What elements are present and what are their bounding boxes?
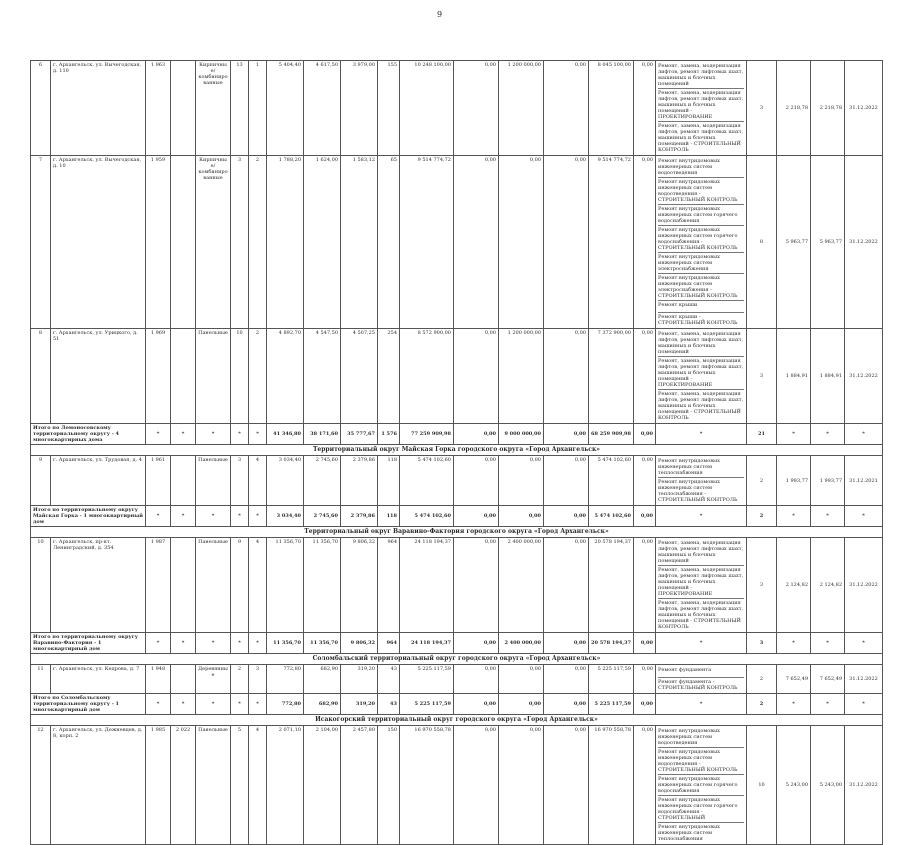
floors: 9 [231,538,249,633]
row-number: 7 [31,156,51,329]
cost-fund-5: 0,00 [634,506,656,527]
subtotal-row [31,633,883,654]
deadline: 31.12.2022 [845,665,883,694]
repair-program-table [30,60,883,845]
residents-count: 118 [378,506,400,527]
placeholder-cell: * [196,424,231,445]
deadline: 31.12.2022 [845,726,883,845]
area-residential-private: 4 507,25 [341,329,378,424]
subtotal-label: Итого по Соломбальскому территориальному округу - 1 многоквартирный дом [31,694,146,715]
works-placeholder: * [656,424,747,445]
subtotal-row [31,424,883,445]
district-title: Территориальный округ Варавино-Фактория городского округа «Город Архангельск» [31,527,883,538]
area-residential-private: 319,20 [341,694,378,715]
cost-fund-2: 2 400 000,00 [499,633,544,654]
works-count: 3 [747,61,777,156]
area-residential: 2 745,60 [304,456,341,506]
placeholder-cell: * [171,694,196,715]
cost-fund-5: 0,00 [634,538,656,633]
work-item: Ремонт фундамента - СТРОИТЕЛЬНЫЙ КОНТРОЛЬ [658,679,738,691]
wall-material: Деревянные [196,665,231,694]
max-cost: * [811,506,845,527]
max-cost: 5 963,77 [811,156,845,329]
area-residential: 11 356,70 [304,633,341,654]
work-item: Ремонт, замена, модернизация лифтов, ремонт лифтовых шахт, машинных и блочных помещений - ПРОЕКТИРОВАНИЕ [658,358,744,388]
area-residential: 2 745,60 [304,506,341,527]
cost-fund-5: 0,00 [634,156,656,329]
placeholder-cell: * [231,633,249,654]
cost-fund-2: 9 000 000,00 [499,424,544,445]
works-list [656,329,747,424]
floors: 3 [231,456,249,506]
subtotal-label: Итого по территориальному округу Майская Горка - 1 многоквартирный дом [31,506,146,527]
placeholder-cell: * [196,633,231,654]
cost-fund-3: 0,00 [544,726,589,845]
cost-fund-4: 20 578 194,37 [589,538,634,633]
year-built: 1 963 [146,61,171,156]
area-residential: 682,90 [304,694,341,715]
placeholder-cell: * [171,633,196,654]
page-number: 9 [437,10,443,19]
address: г. Архангельск, ул. Трудовая, д. 4 [51,456,146,506]
year-overhaul [171,329,196,424]
area-total: 2 071,10 [267,726,304,845]
deadline: * [845,506,883,527]
year-built: 1 948 [146,665,171,694]
cost-fund-3: 0,00 [544,424,589,445]
cost-fund-3: 0,00 [544,456,589,506]
cost-fund-1: 0,00 [454,538,499,633]
object-row [31,156,883,329]
floors: 13 [231,61,249,156]
area-total: 11 356,70 [267,633,304,654]
max-cost: * [811,633,845,654]
work-item: Ремонт внутридомовых инженерных систем горячего водоснабжения [658,205,744,226]
wall-material: Панельные [196,726,231,845]
area-total: 4 892,70 [267,329,304,424]
placeholder-cell: * [196,694,231,715]
cost-fund-3: 0,00 [544,506,589,527]
max-cost: 1 993,77 [811,456,845,506]
work-item: Ремонт крыши [658,301,744,313]
work-item: Ремонт, замена, модернизация лифтов, ремонт лифтовых шахт, машинных и блочных помещений [658,540,744,564]
deadline: * [845,424,883,445]
cost-total: 5 474 102,60 [400,456,454,506]
works-count: 2 [747,456,777,506]
year-built: 1 985 [146,726,171,845]
max-cost: 1 884,91 [811,329,845,424]
address: г. Архангельск, ул. Дежневцев, д. 8, корп. 2 [51,726,146,845]
cost-total: 24 118 194,37 [400,633,454,654]
district-header-row [31,445,883,456]
cost-total: 8 572 900,00 [400,329,454,424]
cost-fund-2: 1 200 000,00 [499,61,544,156]
deadline: 31.12.2022 [845,156,883,329]
placeholder-cell: * [146,694,171,715]
area-total: 1 788,20 [267,156,304,329]
unit-cost: * [777,424,811,445]
cost-total: 5 225 117,59 [400,694,454,715]
works-count: 2 [747,665,777,694]
cost-fund-4: 20 578 194,37 [589,633,634,654]
cost-fund-3: 0,00 [544,61,589,156]
area-total: 11 356,70 [267,538,304,633]
residents-count: 65 [378,156,400,329]
works-count: 3 [747,633,777,654]
work-item: Ремонт внутридомовых инженерных систем горячего водоснабжения - СТРОИТЕЛЬНЫЙ [658,796,744,823]
cost-fund-4: 8 045 100,00 [589,61,634,156]
object-row [31,538,883,633]
row-number: 6 [31,61,51,156]
work-item: Ремонт крыши - СТРОИТЕЛЬНЫЙ КОНТРОЛЬ [658,314,738,326]
cost-fund-4: 5 474 102,60 [589,506,634,527]
work-item: Ремонт внутридомовых инженерных систем электроснабжения - СТРОИТЕЛЬНЫЙ КОНТРОЛЬ [658,274,744,301]
works-count: 21 [747,424,777,445]
cost-fund-2: 0,00 [499,506,544,527]
work-item: Ремонт, замена, модернизация лифтов, ремонт лифтовых шахт, машинных и блочных помещений [658,63,744,87]
cost-fund-1: 0,00 [454,665,499,694]
cost-fund-5: 0,00 [634,329,656,424]
wall-material: Кирпичные/ комбинированные [196,61,231,156]
work-item: Ремонт внутридомовых инженерных систем электроснабжения [658,253,744,274]
max-cost: * [811,424,845,445]
cost-fund-4: 68 259 909,98 [589,424,634,445]
residents-count: 43 [378,665,400,694]
residents-count: 964 [378,538,400,633]
object-row [31,726,883,845]
unit-cost: * [777,633,811,654]
cost-fund-2: 0,00 [499,156,544,329]
cost-total: 16 970 558,78 [400,726,454,845]
entrances: 3 [249,665,267,694]
table-body [31,61,883,845]
cost-fund-5: 0,00 [634,726,656,845]
year-built: 1 959 [146,156,171,329]
address: г. Архангельск, пр-кт. Ленинградский, д. 354 [51,538,146,633]
cost-fund-1: 0,00 [454,424,499,445]
placeholder-cell: * [171,506,196,527]
floors: 5 [231,726,249,845]
work-item: Ремонт внутридомовых инженерных систем водоотведения - СТРОИТЕЛЬНЫЙ КОНТРОЛЬ [658,748,744,775]
work-item: Ремонт внутридомовых инженерных систем теплоснабжения - СТРОИТЕЛЬНЫЙ КОНТРОЛЬ [658,479,738,503]
works-list [656,61,747,156]
cost-fund-3: 0,00 [544,538,589,633]
residents-count: 254 [378,329,400,424]
work-item: Ремонт внутридомовых инженерных систем горячего водоснабжения - СТРОИТЕЛЬНЫЙ КОНТРОЛЬ [658,226,744,253]
placeholder-cell: * [146,424,171,445]
address: г. Архангельск, ул. Урицкого, д. 51 [51,329,146,424]
placeholder-cell: * [249,633,267,654]
district-header-row [31,527,883,538]
cost-fund-1: 0,00 [454,694,499,715]
area-total: 3 034,40 [267,506,304,527]
deadline: * [845,694,883,715]
work-item: Ремонт внутридомовых инженерных систем теплоснабжения [658,457,744,478]
max-cost: 5 243,00 [811,726,845,845]
floors: 3 [231,156,249,329]
placeholder-cell: * [249,424,267,445]
area-residential-private: 35 777,67 [341,424,378,445]
residents-count: 155 [378,61,400,156]
subtotal-label: Итого по территориальному округу Варавино-Фактория - 1 многоквартирный дом [31,633,146,654]
works-count: 3 [747,538,777,633]
work-item: Ремонт, замена, модернизация лифтов, ремонт лифтовых шахт, машинных и блочных помещений [658,331,744,355]
work-item: Ремонт, замена, модернизация лифтов, ремонт лифтовых шахт, машинных и блочных помещений - ПРОЕКТИРОВАНИЕ [658,567,744,597]
row-number: 11 [31,665,51,694]
cost-fund-5: 0,00 [634,694,656,715]
year-built: 1 987 [146,538,171,633]
area-residential: 4 617,50 [304,61,341,156]
works-count: 8 [747,156,777,329]
cost-fund-2: 0,00 [499,456,544,506]
placeholder-cell: * [196,506,231,527]
unit-cost: 5 963,77 [777,156,811,329]
unit-cost: * [777,506,811,527]
cost-fund-1: 0,00 [454,156,499,329]
entrances: 1 [249,61,267,156]
district-header-row [31,654,883,665]
wall-material: Панельные [196,456,231,506]
works-placeholder: * [656,506,747,527]
address: г. Архангельск, ул. Вычегодская, д. 10 [51,156,146,329]
works-list [656,156,747,329]
year-built: 1 961 [146,456,171,506]
cost-fund-4: 5 225 117,59 [589,665,634,694]
cost-total: 77 259 909,98 [400,424,454,445]
cost-fund-1: 0,00 [454,726,499,845]
work-item: Ремонт фундамента [658,666,744,678]
work-item: Ремонт, замена, модернизация лифтов, ремонт лифтовых шахт, машинных и блочных помещений - СТРОИТЕЛЬНЫЙ КОНТРОЛЬ [658,391,744,421]
area-total: 772,80 [267,665,304,694]
cost-total: 10 248 100,00 [400,61,454,156]
subtotal-row [31,506,883,527]
cost-fund-3: 0,00 [544,156,589,329]
object-row [31,329,883,424]
placeholder-cell: * [231,694,249,715]
unit-cost: 5 243,00 [777,726,811,845]
cost-fund-4: 5 474 102,60 [589,456,634,506]
placeholder-cell: * [146,506,171,527]
area-residential-private: 2 379,86 [341,456,378,506]
max-cost: 2 124,82 [811,538,845,633]
work-item: Ремонт, замена, модернизация лифтов, ремонт лифтовых шахт, машинных и блочных помещений - ПРОЕКТИРОВАНИЕ [658,90,744,120]
cost-fund-1: 0,00 [454,61,499,156]
address: г. Архангельск, ул. Вычегодская, д. 110 [51,61,146,156]
deadline: 31.12.2022 [845,61,883,156]
area-residential-private: 1 583,12 [341,156,378,329]
entrances: 4 [249,456,267,506]
max-cost: 2 218,78 [811,61,845,156]
max-cost: 7 652,49 [811,665,845,694]
cost-fund-5: 0,00 [634,61,656,156]
cost-fund-5: 0,00 [634,633,656,654]
placeholder-cell: * [249,694,267,715]
deadline: * [845,633,883,654]
cost-fund-3: 0,00 [544,694,589,715]
cost-fund-2: 2 400 000,00 [499,538,544,633]
cost-fund-2: 0,00 [499,665,544,694]
cost-fund-4: 5 225 117,59 [589,694,634,715]
address: г. Архангельск, ул. Кедрова, д. 7 [51,665,146,694]
work-item: Ремонт внутридомовых инженерных систем водоотведения [658,727,744,748]
cost-fund-4: 7 372 900,00 [589,329,634,424]
year-overhaul [171,538,196,633]
area-residential: 38 171,60 [304,424,341,445]
works-list [656,726,747,845]
placeholder-cell: * [146,633,171,654]
work-item: Ремонт внутридомовых инженерных систем теплоснабжения [658,824,720,842]
area-residential-private: 319,20 [341,665,378,694]
work-item: Ремонт внутридомовых инженерных систем водоотведения [658,157,744,178]
cost-fund-3: 0,00 [544,665,589,694]
unit-cost: 2 218,78 [777,61,811,156]
placeholder-cell: * [231,506,249,527]
cost-fund-5: 0,00 [634,665,656,694]
placeholder-cell: * [231,424,249,445]
cost-fund-3: 0,00 [544,633,589,654]
cost-fund-1: 0,00 [454,329,499,424]
area-residential: 4 547,50 [304,329,341,424]
deadline: 31.12.2021 [845,456,883,506]
works-placeholder: * [656,694,747,715]
work-item: Ремонт внутридомовых инженерных систем водоотведения - СТРОИТЕЛЬНЫЙ КОНТРОЛЬ [658,178,744,205]
cost-fund-2: 1 200 000,00 [499,329,544,424]
row-number: 8 [31,329,51,424]
cost-fund-4: 16 970 558,78 [589,726,634,845]
work-item: Ремонт, замена, модернизация лифтов, ремонт лифтовых шахт, машинных и блочных помещений - СТРОИТЕЛЬНЫЙ КОНТРОЛЬ [658,600,744,630]
area-residential-private: 2 379,86 [341,506,378,527]
area-residential-private: 3 979,00 [341,61,378,156]
area-residential-private: 2 457,80 [341,726,378,845]
object-row [31,665,883,694]
works-list [656,665,747,694]
residents-count: 118 [378,456,400,506]
placeholder-cell: * [249,506,267,527]
unit-cost: 7 652,49 [777,665,811,694]
area-total: 41 346,80 [267,424,304,445]
cost-fund-2: 0,00 [499,694,544,715]
cost-fund-4: 9 514 774,72 [589,156,634,329]
placeholder-cell: * [171,424,196,445]
works-count: 3 [747,329,777,424]
area-residential: 1 624,00 [304,156,341,329]
unit-cost: 2 124,82 [777,538,811,633]
district-title: Исакогорский территориальный округ городского округа «Город Архангельск» [31,715,883,726]
year-overhaul [171,156,196,329]
row-number: 9 [31,456,51,506]
area-total: 772,80 [267,694,304,715]
year-overhaul [171,456,196,506]
cost-total: 9 514 774,72 [400,156,454,329]
work-item: Ремонт, замена, модернизация лифтов, ремонт лифтовых шахт, машинных и блочных помещений - СТРОИТЕЛЬНЫЙ КОНТРОЛЬ [658,123,744,153]
district-header-row [31,715,883,726]
residents-count: 964 [378,633,400,654]
residents-count: 150 [378,726,400,845]
entrances: 4 [249,538,267,633]
works-count: 2 [747,506,777,527]
area-residential: 682,90 [304,665,341,694]
deadline: 31.12.2022 [845,329,883,424]
cost-fund-5: 0,00 [634,456,656,506]
year-built: 1 969 [146,329,171,424]
unit-cost: * [777,694,811,715]
wall-material: Панельные [196,329,231,424]
works-count: 10 [747,726,777,845]
cost-fund-3: 0,00 [544,329,589,424]
max-cost: * [811,694,845,715]
year-overhaul [171,61,196,156]
cost-fund-5: 0,00 [634,424,656,445]
cost-total: 5 474 102,60 [400,506,454,527]
subtotal-row [31,694,883,715]
works-count: 2 [747,694,777,715]
year-overhaul [171,665,196,694]
entrances: 2 [249,156,267,329]
cost-fund-2: 0,00 [499,726,544,845]
district-title: Соломбальский территориальный округ городского округа «Город Архангельск» [31,654,883,665]
residents-count: 1 576 [378,424,400,445]
entrances: 2 [249,329,267,424]
area-residential-private: 9 806,32 [341,633,378,654]
cost-total: 24 118 194,37 [400,538,454,633]
floors: 10 [231,329,249,424]
object-row [31,456,883,506]
wall-material: Кирпичные/ комбинированные [196,156,231,329]
deadline: 31.12.2022 [845,538,883,633]
works-list [656,538,747,633]
works-placeholder: * [656,633,747,654]
year-overhaul: 2 022 [171,726,196,845]
work-item: Ремонт внутридомовых инженерных систем горячего водоснабжения [658,775,744,796]
cost-total: 5 225 117,59 [400,665,454,694]
area-residential: 11 356,70 [304,538,341,633]
area-total: 5 404,40 [267,61,304,156]
floors: 2 [231,665,249,694]
area-residential-private: 9 806,32 [341,538,378,633]
subtotal-label: Итого по Ломоносовскому территориальному округу - 4 многоквартирных дома [31,424,146,445]
unit-cost: 1 884,91 [777,329,811,424]
cost-fund-1: 0,00 [454,633,499,654]
residents-count: 43 [378,694,400,715]
wall-material: Панельные [196,538,231,633]
cost-fund-1: 0,00 [454,506,499,527]
object-row [31,61,883,156]
cost-fund-1: 0,00 [454,456,499,506]
area-residential: 2 104,00 [304,726,341,845]
works-list [656,456,747,506]
row-number: 10 [31,538,51,633]
row-number: 12 [31,726,51,845]
area-total: 3 034,40 [267,456,304,506]
entrances: 4 [249,726,267,845]
district-title: Территориальный округ Майская Горка городского округа «Город Архангельск» [31,445,883,456]
unit-cost: 1 993,77 [777,456,811,506]
